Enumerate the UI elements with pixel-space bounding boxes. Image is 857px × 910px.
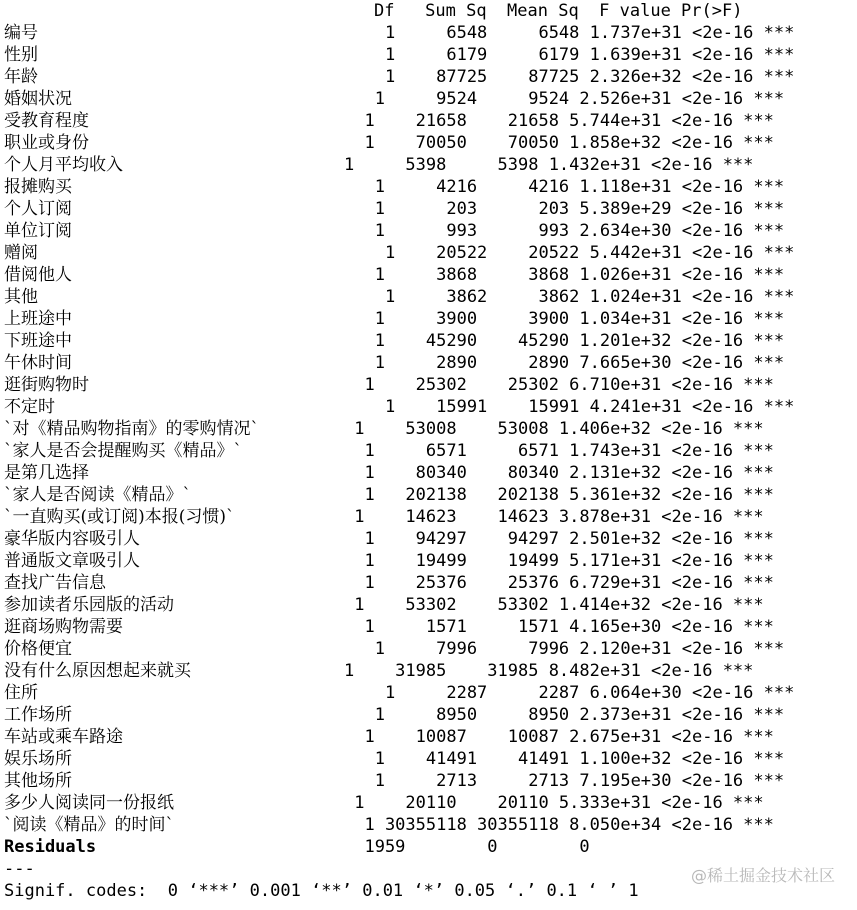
- table-row: [4, 572, 854, 594]
- table-row: [4, 506, 854, 528]
- row-term-name: 普通版文章吸引人: [4, 551, 140, 571]
- row-statistics: 1 6571 6571 1.743e+31 <2e-16 ***: [344, 441, 774, 461]
- table-row: [4, 528, 854, 550]
- row-statistics: 1 1571 1571 4.165e+30 <2e-16 ***: [344, 617, 774, 637]
- row-term-name: 不定时: [4, 397, 55, 417]
- row-term-name: 工作场所: [4, 705, 72, 725]
- row-term-name: 年龄: [4, 67, 38, 87]
- row-statistics: 1 3900 3900 1.034e+31 <2e-16 ***: [344, 309, 785, 329]
- table-row: [4, 616, 854, 638]
- row-statistics: 1 2287 2287 6.064e+30 <2e-16 ***: [344, 683, 795, 703]
- signif-codes-line: Signif. codes: 0 ‘***’ 0.001 ‘**’ 0.01 ‘*’ 0.05 ‘.’ 0.1 ‘ ’ 1: [4, 881, 639, 901]
- table-row: [4, 484, 854, 506]
- row-term-name: 逛街购物时: [4, 375, 89, 395]
- row-term-name: 借阅他人: [4, 265, 72, 285]
- table-row: [4, 792, 854, 814]
- row-statistics: 1 5398 5398 1.432e+31 <2e-16 ***: [344, 155, 754, 175]
- table-row: [4, 132, 854, 154]
- row-statistics: 1 10087 10087 2.675e+31 <2e-16 ***: [344, 727, 774, 747]
- row-term-name: 豪华版内容吸引人: [4, 529, 140, 549]
- row-statistics: 1 80340 80340 2.131e+32 <2e-16 ***: [344, 463, 774, 483]
- row-term-name: 是第几选择: [4, 463, 89, 483]
- row-statistics: 1 14623 14623 3.878e+31 <2e-16 ***: [344, 507, 764, 527]
- table-row: [4, 220, 854, 242]
- row-term-name: 个人月平均收入: [4, 155, 123, 175]
- table-row: [4, 176, 854, 198]
- table-row: [4, 396, 854, 418]
- row-statistics: 1 25376 25376 6.729e+31 <2e-16 ***: [344, 573, 774, 593]
- row-term-name: 单位订阅: [4, 221, 72, 241]
- row-term-name: 午休时间: [4, 353, 72, 373]
- row-term-name: `对《精品购物指南》的零购情况`: [4, 419, 259, 439]
- row-term-name: 受教育程度: [4, 111, 89, 131]
- row-term-name: 赠阅: [4, 243, 38, 263]
- table-row: [4, 110, 854, 132]
- row-statistics: 1 94297 94297 2.501e+32 <2e-16 ***: [344, 529, 774, 549]
- row-term-name: 参加读者乐园版的活动: [4, 595, 174, 615]
- row-statistics: 1 202138 202138 5.361e+32 <2e-16 ***: [344, 485, 774, 505]
- row-term-name: 没有什么原因想起来就买: [4, 661, 191, 681]
- anova-table-header: Df Sum Sq Mean Sq F value Pr(>F): [374, 1, 743, 21]
- table-row: [4, 264, 854, 286]
- table-row: [4, 550, 854, 572]
- row-term-name: 住所: [4, 683, 38, 703]
- separator-line: ---: [4, 859, 35, 879]
- row-statistics: 1 30355118 30355118 8.050e+34 <2e-16 ***: [344, 815, 774, 835]
- row-term-name: 其他: [4, 287, 38, 307]
- row-term-name: 逛商场购物需要: [4, 617, 123, 637]
- table-row: [4, 66, 854, 88]
- table-row: [4, 770, 854, 792]
- row-statistics: 1 7996 7996 2.120e+31 <2e-16 ***: [344, 639, 785, 659]
- table-row: [4, 44, 854, 66]
- row-statistics: 1 87725 87725 2.326e+32 <2e-16 ***: [344, 67, 795, 87]
- table-row: [4, 594, 854, 616]
- row-term-name: 编号: [4, 23, 38, 43]
- row-statistics: 1959 0 0: [344, 837, 590, 857]
- table-row: [4, 330, 854, 352]
- table-row: [4, 660, 854, 682]
- row-statistics: 1 45290 45290 1.201e+32 <2e-16 ***: [344, 331, 785, 351]
- row-term-name: Residuals: [4, 837, 97, 857]
- row-term-name: 其他场所: [4, 771, 72, 791]
- row-term-name: `阅读《精品》的时间`: [4, 815, 174, 835]
- row-term-name: 多少人阅读同一份报纸: [4, 793, 174, 813]
- row-statistics: 1 15991 15991 4.241e+31 <2e-16 ***: [344, 397, 795, 417]
- table-row: [4, 88, 854, 110]
- row-term-name: 下班途中: [4, 331, 72, 351]
- table-row: [4, 682, 854, 704]
- r-console-output: [4, 0, 854, 902]
- table-row: [4, 22, 854, 44]
- table-row: [4, 704, 854, 726]
- row-statistics: 1 53008 53008 1.406e+32 <2e-16 ***: [344, 419, 764, 439]
- row-term-name: `家人是否会提醒购买《精品》`: [4, 441, 242, 461]
- table-row: [4, 154, 854, 176]
- table-row: [4, 286, 854, 308]
- table-row: [4, 748, 854, 770]
- table-row: [4, 638, 854, 660]
- row-statistics: 1 3862 3862 1.024e+31 <2e-16 ***: [344, 287, 795, 307]
- table-row: [4, 440, 854, 462]
- row-term-name: 价格便宜: [4, 639, 72, 659]
- row-statistics: 1 20110 20110 5.333e+31 <2e-16 ***: [344, 793, 764, 813]
- row-statistics: 1 203 203 5.389e+29 <2e-16 ***: [344, 199, 785, 219]
- row-statistics: 1 3868 3868 1.026e+31 <2e-16 ***: [344, 265, 785, 285]
- row-statistics: 1 4216 4216 1.118e+31 <2e-16 ***: [344, 177, 785, 197]
- row-statistics: 1 993 993 2.634e+30 <2e-16 ***: [344, 221, 785, 241]
- watermark: @稀土掘金技术社区: [690, 866, 835, 885]
- table-row: [4, 726, 854, 748]
- row-statistics: 1 6548 6548 1.737e+31 <2e-16 ***: [344, 23, 795, 43]
- table-row: [4, 418, 854, 440]
- row-statistics: 1 70050 70050 1.858e+32 <2e-16 ***: [344, 133, 774, 153]
- row-term-name: 报摊购买: [4, 177, 72, 197]
- row-statistics: 1 8950 8950 2.373e+31 <2e-16 ***: [344, 705, 785, 725]
- table-row: [4, 198, 854, 220]
- anova-table-body: [4, 22, 854, 858]
- row-statistics: 1 31985 31985 8.482e+31 <2e-16 ***: [344, 661, 754, 681]
- row-statistics: 1 9524 9524 2.526e+31 <2e-16 ***: [344, 89, 785, 109]
- row-term-name: 婚姻状况: [4, 89, 72, 109]
- row-term-name: 车站或乘车路途: [4, 727, 123, 747]
- table-row: [4, 836, 854, 858]
- row-statistics: 1 21658 21658 5.744e+31 <2e-16 ***: [344, 111, 774, 131]
- row-statistics: 1 2890 2890 7.665e+30 <2e-16 ***: [344, 353, 785, 373]
- row-statistics: 1 20522 20522 5.442e+31 <2e-16 ***: [344, 243, 795, 263]
- row-statistics: 1 41491 41491 1.100e+32 <2e-16 ***: [344, 749, 785, 769]
- row-term-name: 娱乐场所: [4, 749, 72, 769]
- table-row: [4, 308, 854, 330]
- table-row: [4, 242, 854, 264]
- row-term-name: `家人是否阅读《精品》`: [4, 485, 191, 505]
- row-term-name: 查找广告信息: [4, 573, 106, 593]
- row-term-name: 性别: [4, 45, 38, 65]
- row-term-name: 个人订阅: [4, 199, 72, 219]
- table-row: [4, 352, 854, 374]
- row-term-name: `一直购买(或订阅)本报(习惯)`: [4, 507, 235, 527]
- row-statistics: 1 2713 2713 7.195e+30 <2e-16 ***: [344, 771, 785, 791]
- row-statistics: 1 53302 53302 1.414e+32 <2e-16 ***: [344, 595, 764, 615]
- table-row: [4, 462, 854, 484]
- row-term-name: 职业或身份: [4, 133, 89, 153]
- row-statistics: 1 6179 6179 1.639e+31 <2e-16 ***: [344, 45, 795, 65]
- table-row: [4, 374, 854, 396]
- row-statistics: 1 25302 25302 6.710e+31 <2e-16 ***: [344, 375, 774, 395]
- row-term-name: 上班途中: [4, 309, 72, 329]
- table-row: [4, 814, 854, 836]
- row-statistics: 1 19499 19499 5.171e+31 <2e-16 ***: [344, 551, 774, 571]
